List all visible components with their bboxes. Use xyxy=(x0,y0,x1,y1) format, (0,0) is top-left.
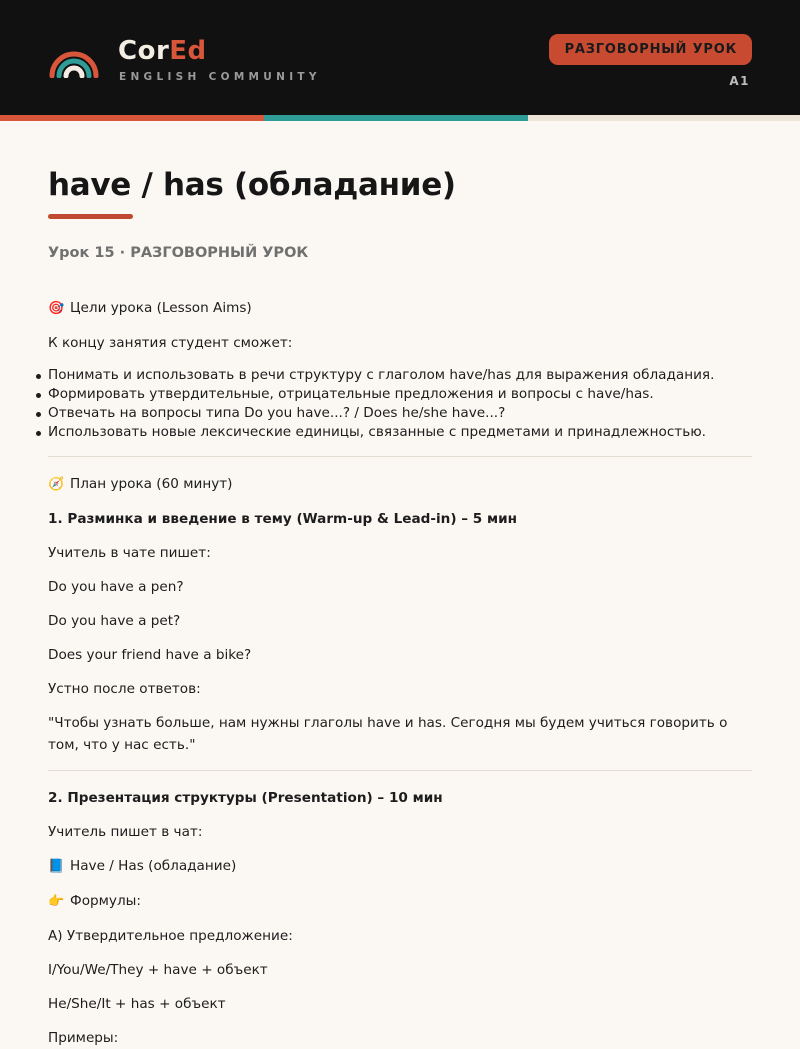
compass-icon: 🧭 xyxy=(48,477,65,492)
step2-rule-2: He/She/It + has + объект xyxy=(48,996,226,1012)
divider xyxy=(48,770,752,771)
brand-name xyxy=(118,36,207,66)
book-icon: 📘 xyxy=(48,859,65,874)
step2-book-line xyxy=(48,855,752,878)
step2-affirm: A) Утвердительное предложение: xyxy=(48,928,293,944)
pointing-hand-icon: 👉 xyxy=(48,894,65,909)
aims-heading-text: Цели урока (Lesson Aims) xyxy=(70,300,252,316)
level-label: A1 xyxy=(729,74,750,88)
title-underline xyxy=(48,214,133,219)
step2-heading: 2. Презентация структуры (Presentation) – 10 мин xyxy=(48,790,443,806)
list-item: Понимать и использовать в речи структуру с глаголом have/has для выражения обладания. xyxy=(48,366,752,385)
step2-book-text: Have / Has (обладание) xyxy=(70,858,237,874)
plan-heading xyxy=(48,473,752,496)
list-item: Отвечать на вопросы типа Do you have...? / Does he/she have...? xyxy=(48,404,752,423)
aims-heading xyxy=(48,297,752,320)
step2-formulas-text: Формулы: xyxy=(70,893,141,909)
aims-intro: К концу занятия студент сможет: xyxy=(48,335,293,351)
step1-heading: 1. Разминка и введение в тему (Warm-up & Lead-in) – 5 мин xyxy=(48,511,518,527)
page-title: have / has (обладание) xyxy=(48,167,456,203)
step1-question-3: Does your friend have a bike? xyxy=(48,647,252,663)
target-icon: 🎯 xyxy=(48,301,65,316)
divider xyxy=(48,456,752,457)
brand-subtitle: ENGLISH COMMUNITY xyxy=(119,71,321,83)
step1-quote: "Чтобы узнать больше, нам нужны глаголы have и has. Сегодня мы будем учиться говорить о том, что у нас есть." xyxy=(48,715,728,753)
brand-name-cor: Cor xyxy=(118,36,170,66)
stripe-orange xyxy=(0,115,264,121)
document-body xyxy=(0,165,800,1049)
color-stripe xyxy=(0,115,800,121)
list-item: Формировать утвердительные, отрицательные предложения и вопросы с have/has. xyxy=(48,385,752,404)
step1-intro: Учитель в чате пишет: xyxy=(48,545,211,561)
step1-question-1: Do you have a pen? xyxy=(48,579,184,595)
lesson-type-badge[interactable]: РАЗГОВОРНЫЙ УРОК xyxy=(549,34,752,65)
step2-formulas xyxy=(48,890,752,913)
stripe-cream xyxy=(528,115,800,121)
brand-name-ed: Ed xyxy=(169,36,207,66)
aims-list xyxy=(48,366,752,442)
step1-question-2: Do you have a pet? xyxy=(48,613,181,629)
step2-examples: Примеры: xyxy=(48,1030,119,1046)
page-subtitle: Урок 15 · РАЗГОВОРНЫЙ УРОК xyxy=(48,245,309,261)
header xyxy=(0,0,800,115)
plan-heading-text: План урока (60 минут) xyxy=(70,476,233,492)
list-item: Использовать новые лексические единицы, связанные с предметами и принадлежностью. xyxy=(48,423,752,442)
step1-after: Устно после ответов: xyxy=(48,681,201,697)
step2-rule-1: I/You/We/They + have + объект xyxy=(48,962,268,978)
rainbow-logo-icon xyxy=(48,46,100,78)
step2-intro: Учитель пишет в чат: xyxy=(48,824,203,840)
stripe-teal xyxy=(264,115,528,121)
